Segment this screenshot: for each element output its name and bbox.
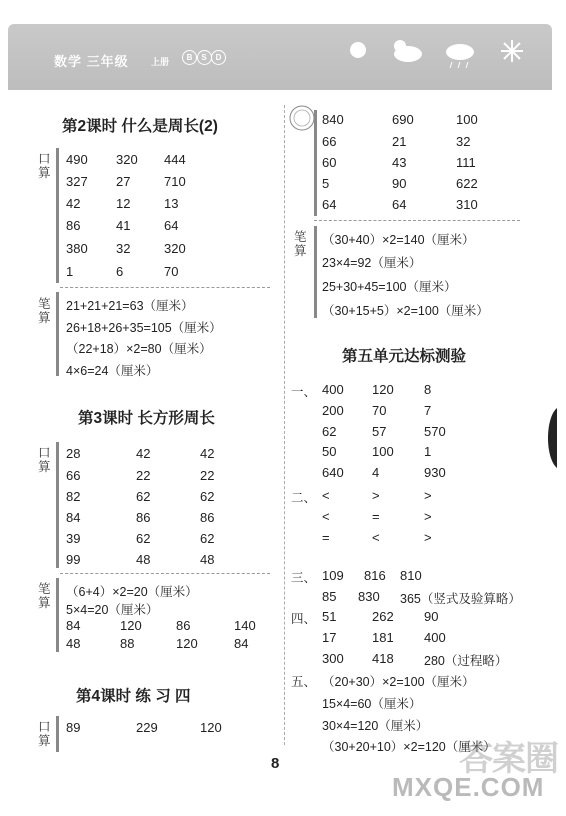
answer: 85 <box>322 589 337 604</box>
answer: = <box>322 530 330 545</box>
lesson2-written-label: 笔算 <box>38 297 51 325</box>
answer-line: 4×6=24（厘米） <box>66 364 159 378</box>
answer: 32 <box>116 241 131 256</box>
section-bar <box>314 226 317 318</box>
answer-line: 15×4=60（厘米） <box>322 697 422 711</box>
answer: 640 <box>322 465 344 480</box>
answer: 89 <box>66 720 81 735</box>
answer: 327 <box>66 174 88 189</box>
cont-written-label: 笔算 <box>294 230 307 258</box>
answer: 200 <box>322 403 344 418</box>
answer: > <box>424 488 432 503</box>
section-bar <box>56 716 59 752</box>
answer: 7 <box>424 403 432 418</box>
answer: 181 <box>372 630 394 645</box>
section-bar <box>56 442 59 568</box>
answer: 60 <box>322 155 337 170</box>
page-edge-mark <box>543 408 557 468</box>
answer: 66 <box>322 134 337 149</box>
section-bar <box>56 292 59 376</box>
answer: 90 <box>424 609 439 624</box>
answer: 320 <box>164 241 186 256</box>
answer-line: 25+30+45=100（厘米） <box>322 280 457 294</box>
answer: 5 <box>322 176 330 191</box>
header-title: 数学 三年级 <box>54 54 129 69</box>
answer: 380 <box>66 241 88 256</box>
snowflake-icon <box>501 40 523 62</box>
answer: 64 <box>164 218 179 233</box>
answer: 930 <box>424 465 446 480</box>
answer: 120 <box>372 382 394 397</box>
answer: 22 <box>200 468 215 483</box>
answer: 830 <box>358 589 380 604</box>
section-bar <box>56 578 59 652</box>
answer: 82 <box>66 489 81 504</box>
answer: 100 <box>456 112 478 127</box>
header-volume: 上册 <box>151 57 170 67</box>
lesson3-written-label: 笔算 <box>38 582 51 610</box>
answer: 109 <box>322 568 344 583</box>
answer: 43 <box>392 155 407 170</box>
answer: 690 <box>392 112 414 127</box>
page-number: 8 <box>271 755 280 772</box>
divider <box>314 220 520 221</box>
publisher-logo <box>182 50 223 65</box>
answer: 27 <box>116 174 131 189</box>
answer: 570 <box>424 424 446 439</box>
answer: 32 <box>456 134 471 149</box>
weather-icons <box>340 34 540 78</box>
question-number: 四、 <box>291 612 317 626</box>
answer: 42 <box>200 446 215 461</box>
answer: 120 <box>176 636 198 651</box>
answer: 86 <box>66 218 81 233</box>
answer-line: （6+4）×2=20（厘米） <box>66 585 198 599</box>
answer: 86 <box>136 510 151 525</box>
answer: 418 <box>372 651 394 666</box>
answer: 400 <box>322 382 344 397</box>
answer: 12 <box>116 196 131 211</box>
lesson3-oral-label: 口算 <box>38 446 51 474</box>
answer: 84 <box>234 636 249 651</box>
answer: 64 <box>392 197 407 212</box>
answer: 1 <box>66 264 74 279</box>
answer: 84 <box>66 510 81 525</box>
sun-icon <box>350 42 366 58</box>
answer: 710 <box>164 174 186 189</box>
answer-line: 23×4=92（厘米） <box>322 256 422 270</box>
answer: 100 <box>372 444 394 459</box>
logo-letter: S <box>197 50 212 65</box>
answer: 140 <box>234 618 256 633</box>
answer: 88 <box>120 636 135 651</box>
column-divider <box>284 105 285 745</box>
answer: 70 <box>164 264 179 279</box>
watermark-logo: 答案圈 <box>459 740 558 778</box>
answer: 42 <box>136 446 151 461</box>
answer: 320 <box>116 152 138 167</box>
answer-line: 21+21+21=63（厘米） <box>66 299 194 313</box>
answer: = <box>372 509 380 524</box>
answer: 62 <box>136 489 151 504</box>
answer: 90 <box>392 176 407 191</box>
cloud-sun-icon <box>394 40 422 62</box>
answer: 99 <box>66 552 81 567</box>
divider <box>60 287 270 288</box>
answer: 64 <box>322 197 337 212</box>
unit-test-title: 第五单元达标测验 <box>342 348 467 365</box>
answer: 84 <box>66 618 81 633</box>
answer: 365（竖式及验算略） <box>400 592 521 606</box>
answer: < <box>322 488 330 503</box>
answer: 50 <box>322 444 337 459</box>
answer: 86 <box>200 510 215 525</box>
answer: > <box>424 530 432 545</box>
answer: < <box>322 509 330 524</box>
lesson2-oral-label: 口算 <box>38 152 51 180</box>
answer: 28 <box>66 446 81 461</box>
divider <box>60 573 270 574</box>
answer-line: 30×4=120（厘米） <box>322 719 429 733</box>
answer: 48 <box>66 636 81 651</box>
section-bar <box>314 110 317 216</box>
answer: 6 <box>116 264 124 279</box>
answer: 39 <box>66 531 81 546</box>
lesson2-title: 第2课时 什么是周长(2) <box>62 118 218 135</box>
answer: > <box>372 488 380 503</box>
answer: 111 <box>456 155 476 170</box>
question-number: 二、 <box>291 491 317 505</box>
answer: 300 <box>322 651 344 666</box>
answer: 1 <box>424 444 432 459</box>
answer: 810 <box>400 568 422 583</box>
answer: 622 <box>456 176 478 191</box>
lesson4-title: 第4课时 练 习 四 <box>76 688 191 705</box>
question-number: 五、 <box>291 675 317 689</box>
lesson4-oral-label: 口算 <box>38 720 51 748</box>
answer: > <box>424 509 432 524</box>
answer: 280（过程略） <box>424 654 508 668</box>
answer: 48 <box>200 552 215 567</box>
lesson3-title: 第3课时 长方形周长 <box>78 410 215 427</box>
answer: 66 <box>66 468 81 483</box>
answer: 41 <box>116 218 131 233</box>
answer-line: 5×4=20（厘米） <box>66 603 159 617</box>
answer-line: （20+30）×2=100（厘米） <box>322 675 475 689</box>
answer: 120 <box>200 720 222 735</box>
answer: 229 <box>136 720 158 735</box>
answer-line: （30+20+10）×2=120（厘米） <box>322 740 496 754</box>
rain-cloud-icon <box>446 44 474 68</box>
answer: 62 <box>136 531 151 546</box>
answer: 21 <box>392 134 407 149</box>
answer-line: （22+18）×2=80（厘米） <box>66 342 212 356</box>
answer: 490 <box>66 152 88 167</box>
answer: 13 <box>164 196 179 211</box>
answer: 62 <box>322 424 337 439</box>
answer: 42 <box>66 196 81 211</box>
answer: 840 <box>322 112 344 127</box>
answer: 70 <box>372 403 387 418</box>
answer: 310 <box>456 197 478 212</box>
answer: 400 <box>424 630 446 645</box>
answer: 17 <box>322 630 337 645</box>
answer: < <box>372 530 380 545</box>
question-number: 三、 <box>291 571 317 585</box>
answer: 262 <box>372 609 394 624</box>
answer-line: （30+40）×2=140（厘米） <box>322 233 475 247</box>
answer: 444 <box>164 152 186 167</box>
answer: 51 <box>322 609 337 624</box>
stamp-badge-icon <box>287 103 317 133</box>
logo-letter: B <box>182 50 197 65</box>
answer: 22 <box>136 468 151 483</box>
question-number: 一、 <box>291 385 317 399</box>
answer-line: 26+18+26+35=105（厘米） <box>66 321 222 335</box>
logo-letter: D <box>211 50 226 65</box>
answer: 8 <box>424 382 432 397</box>
answer: 57 <box>372 424 387 439</box>
answer: 120 <box>120 618 142 633</box>
answer-line: （30+15+5）×2=100（厘米） <box>322 304 489 318</box>
answer: 48 <box>136 552 151 567</box>
answer: 86 <box>176 618 191 633</box>
answer: 816 <box>364 568 386 583</box>
answer: 62 <box>200 531 215 546</box>
section-bar <box>56 148 59 283</box>
answer: 4 <box>372 465 380 480</box>
answer: 62 <box>200 489 215 504</box>
watermark-url: MXQE.COM <box>392 772 545 802</box>
